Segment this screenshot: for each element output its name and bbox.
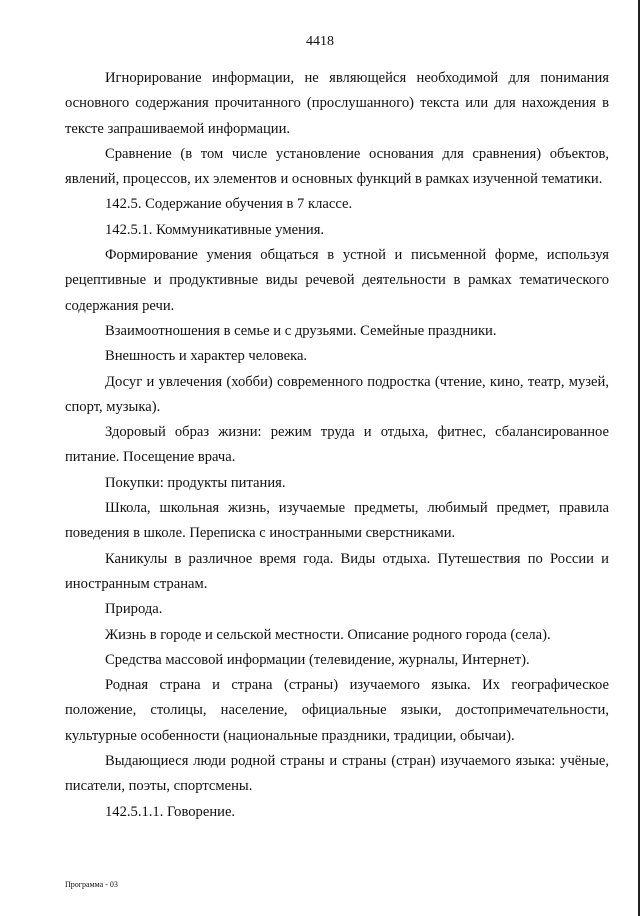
topic-family: Взаимоотношения в семье и с друзьями. Семейные праздники.	[105, 322, 497, 339]
topic-famous-people: Выдающиеся люди родной страны и страны (стран) изучаемого языка: учёные, писатели, поэты, спортсмены.	[65, 753, 609, 795]
topic-nature: Природа.	[105, 601, 163, 618]
topic-holidays: Каникулы в различное время года. Виды отдыха. Путешествия по России и иностранным странам.	[65, 550, 609, 592]
topic-native-country: Родная страна и страна (страны) изучаемого языка. Их географическое положение, столицы, население, официальные языки, достопримечательности, культурные особенности (национальные праздники, традиции, обычаи).	[65, 677, 609, 744]
topic-appearance: Внешность и характер человека.	[105, 348, 308, 365]
body-text	[65, 66, 609, 825]
section-heading-142-5-1-1: 142.5.1.1. Говорение.	[105, 803, 236, 820]
paragraph-communication-skills: Формирование умения общаться в устной и письменной форме, используя рецептивные и продуктивные виды речевой деятельности в рамках тематического содержания речи.	[65, 247, 609, 314]
topic-shopping: Покупки: продукты питания.	[105, 474, 286, 491]
topic-mass-media: Средства массовой информации (телевидение, журналы, Интернет).	[105, 651, 530, 668]
topic-city-life: Жизнь в городе и сельской местности. Описание родного города (села).	[105, 626, 551, 643]
paragraph-comparison: Сравнение (в том числе установление основания для сравнения) объектов, явлений, процессов, их элементов и основных функций в рамках изученной тематики.	[65, 145, 609, 188]
page-number: 4418	[306, 34, 334, 49]
footer-program-label: Программа - 03	[65, 880, 118, 889]
topic-healthy-lifestyle: Здоровый образ жизни: режим труда и отдыха, фитнес, сбалансированное питание. Посещение врача.	[65, 424, 609, 466]
topic-leisure: Досуг и увлечения (хобби) современного подростка (чтение, кино, театр, музей, спорт, музыка).	[65, 373, 609, 415]
section-heading-142-5: 142.5. Содержание обучения в 7 классе.	[105, 196, 353, 213]
section-heading-142-5-1: 142.5.1. Коммуникативные умения.	[105, 221, 325, 238]
topic-school: Школа, школьная жизнь, изучаемые предметы, любимый предмет, правила поведения в школе. Переписка с иностранными сверстниками.	[65, 500, 609, 542]
paragraph-ignoring-info: Игнорирование информации, не являющейся необходимой для понимания основного содержания прочитанного (прослушанного) текста или для нахождения в тексте запрашиваемой информации.	[65, 70, 609, 137]
